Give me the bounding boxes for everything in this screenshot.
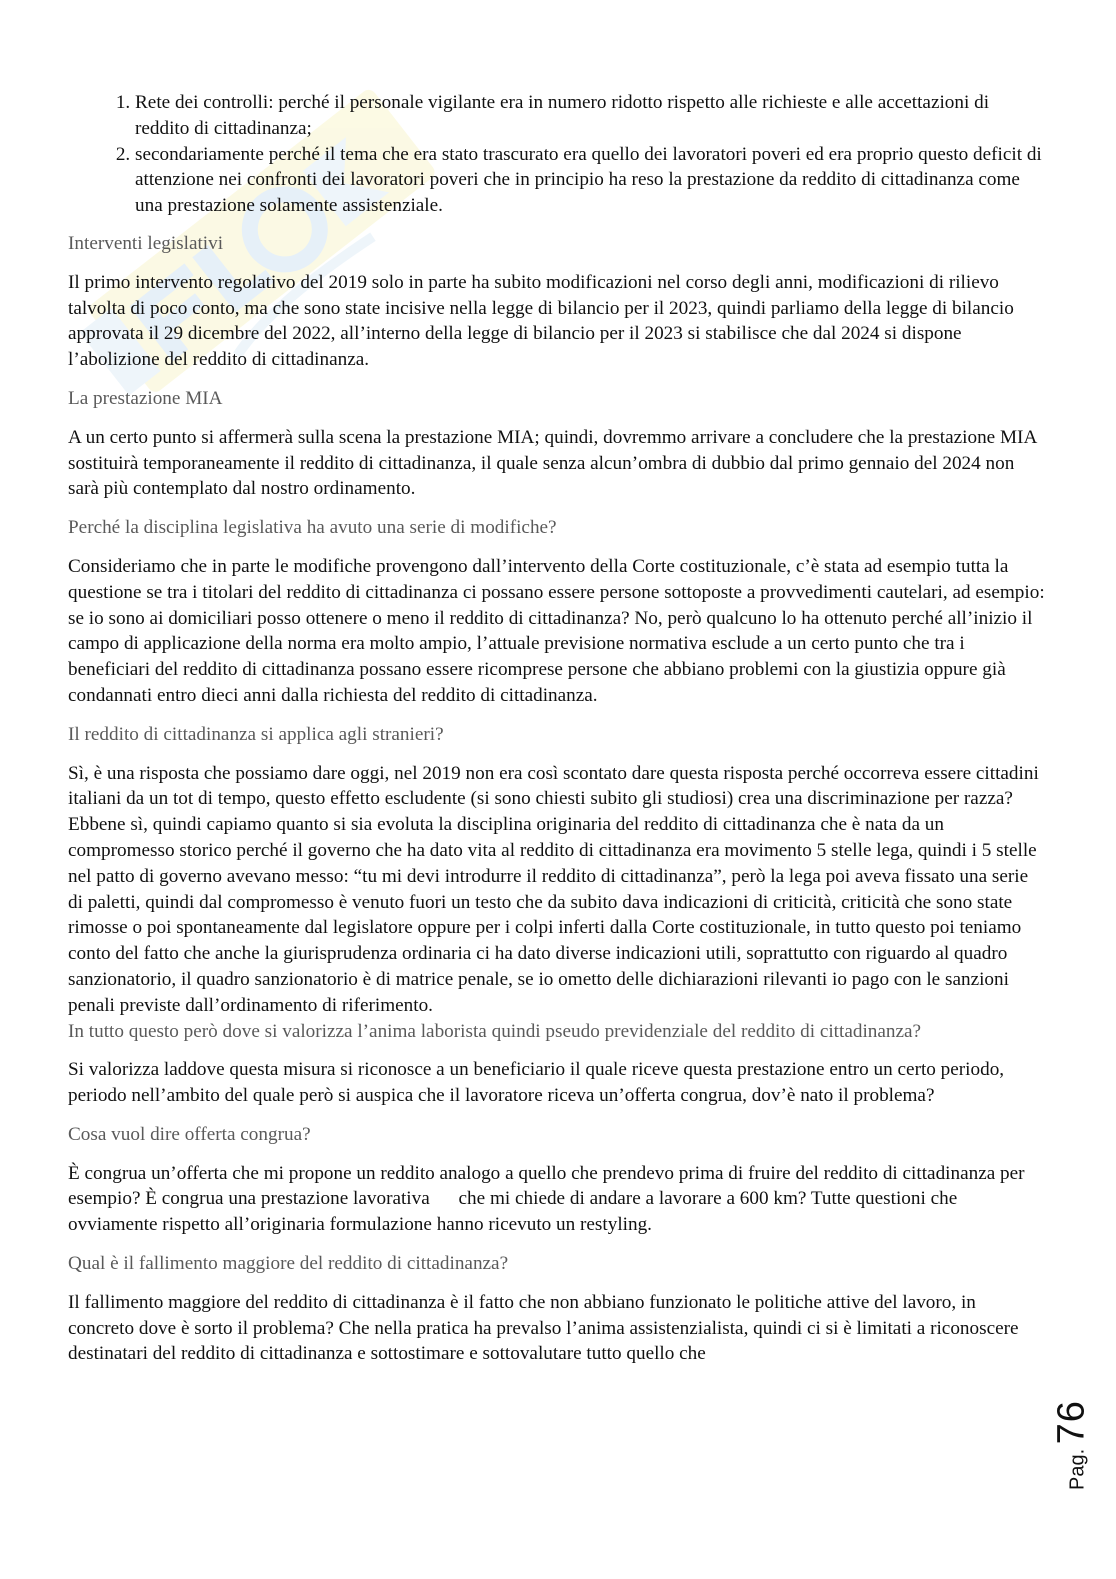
section-heading: Interventi legislativi xyxy=(68,232,224,254)
body-paragraph: Si valorizza laddove questa misura si riconosce a un beneficiario il quale riceve questa prestazione entro un certo periodo, periodo nell’ambito del quale però si auspica che il lavoratore riceva un’offerta congrua, dov’è nato il problema? xyxy=(68,1059,1005,1107)
section-heading: Qual è il fallimento maggiore del reddito di cittadinanza? xyxy=(68,1253,509,1275)
body-paragraph: Sì, è una risposta che possiamo dare oggi, nel 2019 non era così scontato dare questa risposta perché occorreva essere cittadini italiani da un tot di tempo, questo effetto escludente (si sono chiesti subito gli studiosi) crea una discriminazione per razza? Ebbene sì, quindi capiamo quanto si sia evoluta la disciplina originaria del reddito di cittadinanza che è nata da un compromesso storico perché il governo che ha dato vita al reddito di cittadinanza era movimento 5 stelle lega, quindi i 5 stelle nel patto di governo avevano messo: “tu mi devi introdurre il reddito di cittadinanza”, però la lega poi aveva fissato una serie di paletti, quindi dal compromesso è venuto fuori un testo che da subito dava indicazioni di criticità, criticità che sono state rimosse o poi spontaneamente dal legislatore oppure per i colpi inferti dalla Corte costituzionale, in tutto questo poi teniamo conto del fatto che anche la giurisprudenza ordinaria ci ha dato diverse indicazioni utili, soprattutto con riguardo al quadro sanzionatorio, il quadro sanzionatorio è di matrice penale, se io ometto delle dichiarazioni rilevanti io pago con le sanzioni penali previste dall’ordinamento di riferimento. xyxy=(68,762,1039,1016)
numbered-list xyxy=(68,90,1046,219)
page-label: Pag. xyxy=(1066,1448,1089,1490)
body-paragraph: Il primo intervento regolativo del 2019 solo in parte ha subito modificazioni nel corso degli anni, modificazioni di rilievo talvolta di poco conto, ma che sono state incisive nella legge di bilancio per il 2023, quindi parliamo della legge di bilancio approvata il 29 dicembre del 2022, all’interno della legge di bilancio per il 2023 si stabilisce che dal 2024 si dispone l’abolizione del reddito di cittadinanza. xyxy=(68,271,1014,371)
section-heading: Cosa vuol dire offerta congrua? xyxy=(68,1123,311,1145)
body-paragraph: Il fallimento maggiore del reddito di cittadinanza è il fatto che non abbiano funzionato le politiche attive del lavoro, in concreto dove è sorto il problema? Che nella pratica ha prevalso l’anima assistenzialista, quindi ci si è limitati a riconoscere destinatari del reddito di cittadinanza e sottostimare e sottovalutare tutto quello che xyxy=(68,1291,1019,1365)
section-heading: Il reddito di cittadinanza si applica agli stranieri? xyxy=(68,723,444,745)
section-heading: In tutto questo però dove si valorizza l’anima laborista quindi pseudo previdenziale del reddito di cittadinanza? xyxy=(68,1020,922,1042)
section-heading: Perché la disciplina legislativa ha avuto una serie di modifiche? xyxy=(68,517,557,539)
section-heading: La prestazione MIA xyxy=(68,387,223,409)
list-item: 1. Rete dei controlli: perché il personale vigilante era in numero ridotto rispetto alle richieste e alle accettazioni di reddito di cittadinanza; xyxy=(135,90,1046,142)
body-paragraph: A un certo punto si affermerà sulla scena la prestazione MIA; quindi, dovremmo arrivare a concludere che la prestazione MIA sostituirà temporaneamente il reddito di cittadinanza, il quale senza alcun’ombra di dubbio dal primo gennaio del 2024 non sarà più contemplato dal nostro ordinamento. xyxy=(68,426,1037,500)
body-paragraph: È congrua un’offerta che mi propone un reddito analogo a quello che prendevo prima di fruire del reddito di cittadinanza per esempio? È congrua una prestazione lavorativa che mi chiede di andare a lavorare a 600 km? Tutte questioni che ovviamente rispetto all’originaria formulazione hanno ricevuto un restyling. xyxy=(68,1162,1030,1236)
page-number xyxy=(1052,1390,1092,1500)
list-item: 2. secondariamente perché il tema che era stato trascurato era quello dei lavoratori poveri ed era proprio questo deficit di attenzione nei confronti dei lavoratori poveri che in principio ha reso la prestazione da reddito di cittadinanza come una prestazione solamente assistenziale. xyxy=(135,142,1046,219)
page-number-value: 76 xyxy=(1050,1400,1093,1445)
document-content xyxy=(68,90,1046,1380)
body-paragraph: Consideriamo che in parte le modifiche provengono dall’intervento della Corte costituzionale, c’è stata ad esempio tutta la questione se tra i titolari del reddito di cittadinanza ci possano essere persone sottoposte a provvedimenti cautelari, ad esempio: se io sono ai domiciliari posso ottenere o meno il reddito di cittadinanza? No, però qualcuno lo ha ottenuto perché all’inizio il campo di applicazione della norma era molto ampio, l’attuale previsione normativa esclude a un certo punto che tra i beneficiari del reddito di cittadinanza possano essere ricomprese persone che abbiano problemi con la giustizia oppure già condannati entro dieci anni dalla richiesta del reddito di cittadinanza. xyxy=(68,555,1045,706)
